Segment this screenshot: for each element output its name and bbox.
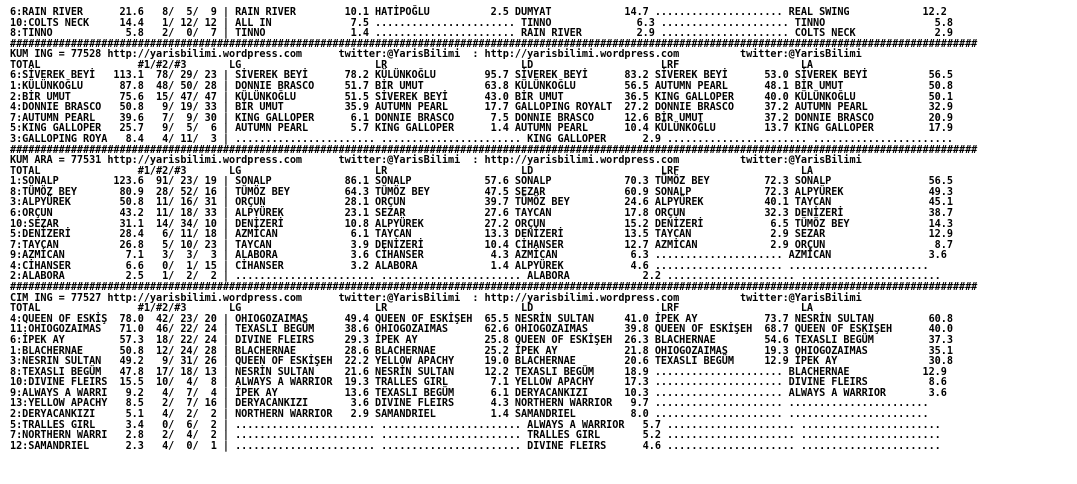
column-header-line: TOTAL #1/#2/#3 LG LR LD LRF LA (10, 303, 814, 315)
data-row: 8:TÜMÖZ BEY 80.9 28/ 52/ 16 | TÜMÖZ BEY 64.3 TÜMÖZ BEY 47.5 SEZAR 60.9 SONALP 72.3 ALPYÜREK 49.3 (10, 186, 953, 198)
data-row: 7:TAYCAN 26.8 5/ 10/ 23 | TAYCAN 3.9 DENİZERİ 10.4 CİHANSER 12.7 AZMİCAN 2.9 ORÇUN 8.7 (10, 239, 953, 251)
data-row: 2:ALABORA 2.5 1/ 2/ 2 | ....................... ....................... ALABORA 2.2 ..................... ....................... (10, 271, 941, 283)
data-row: 3:GALLOPING ROYA 8.4 4/ 11/ 3 | ....................... ....................... KING GALLOPER 2.9 ....................... ....................... (10, 133, 953, 145)
data-row: 9:ALWAYS A WARRI 9.2 4/ 7/ 4 | İPEK AY 13.6 TEXASLI BEGÜM 6.1 DERYACANKIZI 10.3 ..................... ALWAYS A WARRIOR 3.6 (10, 387, 947, 399)
column-header-line: TOTAL #1/#2/#3 LG LR LD LRF LA (10, 165, 814, 177)
data-row: 9:AZMİCAN 7.1 3/ 3/ 3 | ALABORA 3.6 CİHANSER 4.3 AZMİCAN 6.3 ..................... AZMİCAN 3.6 (10, 250, 947, 262)
data-row: 13:YELLOW APACHY 8.5 2/ 7/ 16 | DERYACANKIZI 3.6 DIVINE FLEIRS 4.3 NORTHERN WARRIOR 9.7 ..................... ....................... (10, 398, 929, 410)
data-row: 10:COLTS NECK 14.4 1/ 12/ 12 | ALL IN 7.5 ....................... TINNO 6.3 ..................... TINNO 5.8 (10, 17, 953, 29)
data-row: 6:RAIN RIVER 21.6 8/ 5/ 9 | RAIN RIVER 10.1 HATİPOĞLU 2.5 DUMYAT 14.7 ..................... REAL SWING 12.2 (10, 7, 947, 18)
data-row: 6:İPEK AY 57.3 18/ 22/ 24 | DIVINE FLEIRS 29.3 İPEK AY 25.8 QUEEN OF ESKİŞEH 26.3 BLACHERNAE 54.6 TEXASLI BEGÜM 37.3 (10, 334, 953, 346)
data-row: 1:BLACHERNAE 50.8 12/ 24/ 28 | BLACHERNAE 28.6 BLACHERNAE 25.2 İPEK AY 21.8 OHIOGOZAIMAS 19.3 OHIOGOZAIMAS 35.1 (10, 345, 953, 357)
data-row: 4:QUEEN OF ESKİŞ 78.0 42/ 23/ 20 | OHIOGOZAIMAS 49.4 QUEEN OF ESKİŞEH 65.5 NESRİN SULTAN 41.0 İPEK AY 73.7 NESRİN SULTAN 60.8 (10, 313, 953, 325)
race-header-line: KUM ARA = 77531 http://yarisbilimi.wordpress.com twitter:@YarisBilimi : http://yarisbilimi.wordpress.com twitter:@YarisBilimi (10, 155, 862, 167)
data-row: 5:TRALLES GIRL 3.4 0/ 6/ 2 | ....................... ....................... ALWAYS A WARRIOR 5.7 ..................... ....................... (10, 419, 941, 431)
data-row: 8:TEXASLI BEGÜM 47.8 17/ 18/ 13 | NESRİN SULTAN 21.6 NESRİN SULTAN 12.2 TEXASLI BEGÜM 18.9 ..................... BLACHERNAE 12.9 (10, 366, 947, 378)
data-row: 12:SAMANDRIEL 2.3 4/ 0/ 1 | ....................... ....................... DIVINE FLEIRS 4.6 ..................... ....................... (10, 440, 941, 452)
data-row: 4:DONNIE BRASCO 50.8 9/ 19/ 33 | BİR UMUT 35.9 AUTUMN PEARL 17.7 GALLOPING ROYALT 27.2 DONNIE BRASCO 37.2 AUTUMN PEARL 32.9 (10, 102, 953, 114)
data-row: 6:ORÇUN 43.2 11/ 18/ 33 | ALPYÜREK 23.1 SEZAR 27.6 TAYCAN 17.8 ORÇUN 32.3 DENİZERİ 38.7 (10, 207, 953, 219)
data-row: 2:DERYACANKIZI 5.1 4/ 2/ 2 | NORTHERN WARRIOR 2.9 SAMANDRIEL 1.4 SAMANDRIEL 8.0 ..................... ....................... (10, 408, 929, 420)
data-row: 5:KING GALLOPER 25.7 9/ 5/ 6 | AUTUMN PEARL 5.7 KING GALLOPER 1.4 AUTUMN PEARL 10.4 KÜLÜNKOĞLU 13.7 KING GALLOPER 17.9 (10, 123, 953, 135)
data-row: 6:SİVEREK BEYİ 113.1 78/ 29/ 23 | SİVEREK BEYİ 78.2 KÜLÜNKOĞLU 95.7 SİVEREK BEYİ 83.2 SİVEREK BEYİ 53.0 SİVEREK BEYİ 56.5 (10, 70, 953, 82)
separator-line: ############################################################################################################################################################### (10, 282, 978, 294)
data-row: 3:ALPYÜREK 50.8 11/ 16/ 31 | ORÇUN 28.1 ORÇUN 39.7 TÜMÖZ BEY 24.6 ALPYÜREK 40.1 TAYCAN 45.1 (10, 197, 953, 209)
race-header-line: KUM ING = 77528 http://yarisbilimi.wordpress.com twitter:@YarisBilimi : http://yarisbilimi.wordpress.com twitter:@YarisBilimi (10, 49, 862, 61)
data-row: 5:DENİZERİ 28.4 6/ 11/ 18 | AZMİCAN 6.1 TAYCAN 13.3 DENİZERİ 13.5 TAYCAN 2.9 SEZAR 12.9 (10, 229, 953, 241)
data-row: 4:CİHANSER 6.6 0/ 1/ 15 | CİHANSER 3.2 ALABORA 1.4 ALPYÜREK 4.6 ..................... ....................... (10, 260, 929, 272)
data-row: 7:AUTUMN PEARL 39.6 7/ 9/ 30 | KING GALLOPER 6.1 DONNIE BRASCO 7.5 DONNIE BRASCO 12.6 BİR UMUT 37.2 DONNIE BRASCO 20.9 (10, 112, 953, 124)
data-row: 8:TINNO 5.8 2/ 0/ 7 | TINNO 1.4 ....................... RAIN RIVER 2.9 ..................... COLTS NECK 2.9 (10, 28, 953, 40)
separator-line: ############################################################################################################################################################### (10, 144, 978, 156)
data-row: 10:DIVINE FLEIRS 15.5 10/ 4/ 8 | ALWAYS A WARRIOR 19.3 TRALLES GIRL 7.1 YELLOW APACHY 17.3 ..................... DIVINE FLEIRS 8.6 (10, 377, 947, 389)
data-row: 1:SONALP 123.6 91/ 23/ 19 | SONALP 86.1 SONALP 57.6 SONALP 70.3 TÜMÖZ BEY 72.3 SONALP 56.5 (10, 176, 953, 188)
column-header-line: TOTAL #1/#2/#3 LG LR LD LRF LA (10, 59, 814, 71)
data-row: 10:SEZAR 31.1 14/ 34/ 10 | DENİZERİ 10.8 ALPYÜREK 27.2 ORÇUN 15.2 DENİZERİ 6.5 TÜMÖZ BEY 14.3 (10, 218, 953, 230)
data-row: 2:BİR UMUT 75.6 15/ 47/ 47 | KÜLÜNKOĞLU 51.5 SİVEREK BEYİ 43.0 BİR UMUT 36.5 KING GALLOPER 40.0 KÜLÜNKOĞLU 50.1 (10, 91, 953, 103)
data-row: 7:NORTHERN WARRI 2.8 2/ 4/ 2 | ....................... ....................... TRALLES GIRL 5.2 ..................... ....................... (10, 430, 941, 442)
data-row: 11:OHIOGOZAIMAS 71.0 46/ 22/ 24 | TEXASLI BEGÜM 38.6 OHIOGOZAIMAS 62.6 OHIOGOZAIMAS 39.8 QUEEN OF ESKİŞEH 68.7 QUEEN OF ESKİŞEH 40.0 (10, 324, 953, 336)
separator-line: ############################################################################################################################################################### (10, 38, 978, 50)
data-row: 1:KÜLÜNKOĞLU 87.8 48/ 50/ 28 | DONNIE BRASCO 51.7 BİR UMUT 63.8 KÜLÜNKOĞLU 56.5 AUTUMN PEARL 48.1 BİR UMUT 50.8 (10, 81, 953, 93)
data-row: 3:NESRIN SULTAN 49.2 9/ 31/ 26 | QUEEN OF ESKİŞEH 22.2 YELLOW APACHY 19.0 BLACHERNAE 20.6 TEXASLI BEGÜM 12.9 İPEK AY 30.8 (10, 356, 953, 368)
race-header-line: CIM ING = 77527 http://yarisbilimi.wordpress.com twitter:@YarisBilimi : http://yarisbilimi.wordpress.com twitter:@YarisBilimi (10, 292, 862, 304)
